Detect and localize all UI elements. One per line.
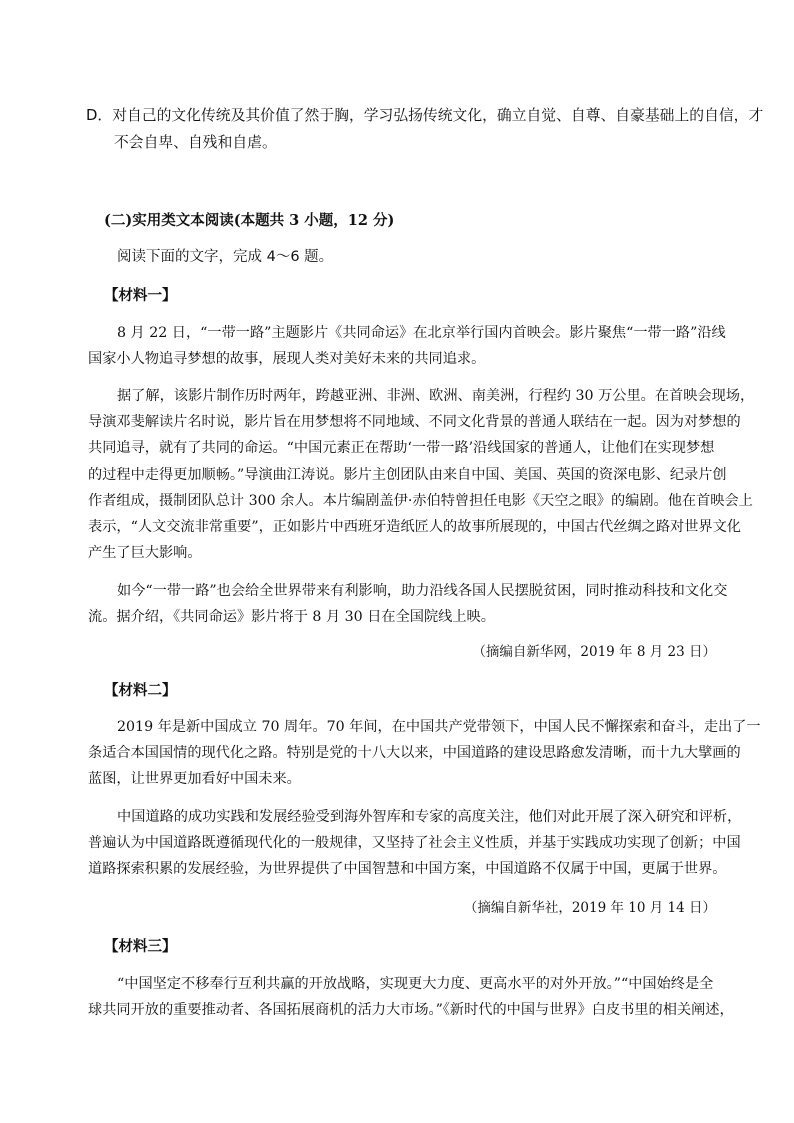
section-title: (二)实用类文本阅读(本题共 3 小题，12 分) [104,212,395,229]
material1-p3-line2: 流。据介绍，《共同命运》影片将于 8 月 30 日在全国院线上映。 [88,609,495,625]
material2-heading: 【材料二】 [104,682,177,699]
section-instruction: 阅读下面的文字，完成 4～6 题。 [117,249,334,265]
material1-p2-line2: 导演邓斐解读片名时说，影片旨在用梦想将不同地域、不同文化背景的普通人联结在一起。因为对梦想的 [88,414,741,430]
material1-p2-line7: 产生了巨大影响。 [88,545,202,561]
material3-heading: 【材料三】 [104,938,177,955]
material2-p2-line1: 中国道路的成功实践和发展经验受到海外智库和专家的高度关注，他们对此开展了深入研究和评析， [117,809,742,825]
material3-p1-line2: 球共同开放的重要推动者、各国拓展商机的活力大市场。”《新时代的中国与世界》白皮书里的相关阐述， [88,1002,734,1018]
material2-p2-line2: 普遍认为中国道路既遵循现代化的一般规律，又坚持了社会主义性质，并基于实践成功实现了创新；中国 [88,835,741,851]
material1-p1-line2: 国家小人物追寻梦想的故事，展现人类对美好未来的共同追求。 [88,351,486,367]
material2-p2-line3: 道路探索积累的发展经验，为世界提供了中国智慧和中国方案，中国道路不仅属于中国，更属于世界。 [88,861,727,877]
material2-source: （摘编自新华社，2019 年 10 月 14 日） [463,900,716,916]
material1-p2-line4: 的过程中走得更加顺畅。”导演曲江涛说。影片主创团队由来自中国、美国、英国的资深电影、纪录片创 [88,467,727,483]
material1-p2-line6: 表示，“人文交流非常重要”，正如影片中西班牙造纸匠人的故事所展现的，中国古代丝绸之路对世界文化 [88,519,741,535]
material2-p1-line3: 蓝图，让世界更加看好中国未来。 [88,771,301,787]
option-d-line1: D．对自己的文化传统及其价值了然于胸，学习弘扬传统文化，确立自觉、自尊、自豪基础上的自信，才 [86,107,764,124]
material1-source: （摘编自新华网，2019 年 8 月 23 日） [472,644,716,660]
material1-p2-line5: 作者组成，摄制团队总计 300 余人。本片编剧盖伊·赤伯特曾担任电影《天空之眼》的编剧。他在首映会上 [88,493,753,509]
option-d-line2: 不会自卑、自残和自虐。 [114,134,277,151]
material1-heading: 【材料一】 [104,287,177,304]
material1-p1-line1: 8 月 22 日，“一带一路”主题影片《共同命运》在北京举行国内首映会。影片聚焦“一带一路”沿线 [117,325,726,341]
material3-p1-line1: “中国坚定不移奉行互利共赢的开放战略，实现更大力度、更高水平的对外开放。”“中国始终是全 [117,976,714,992]
material1-p2-line3: 共同追寻，就有了共同的命运。“中国元素正在帮助‘一带一路’沿线国家的普通人，让他们在实现梦想 [88,440,715,456]
material1-p2-line1: 据了解，该影片制作历时两年，跨越亚洲、非洲、欧洲、南美洲，行程约 30 万公里。在首映会现场， [117,388,755,404]
material2-p1-line2: 条适合本国国情的现代化之路。特别是党的十八大以来，中国道路的建设思路愈发清晰，而十九大擘画的 [88,745,741,761]
material1-p3-line1: 如今“一带一路”也会给全世界带来有利影响，助力沿线各国人民摆脱贫困，同时推动科技和文化交 [117,583,728,599]
material2-p1-line1: 2019 年是新中国成立 70 周年。70 年间，在中国共产党带领下，中国人民不懈探索和奋斗，走出了一 [117,719,761,735]
